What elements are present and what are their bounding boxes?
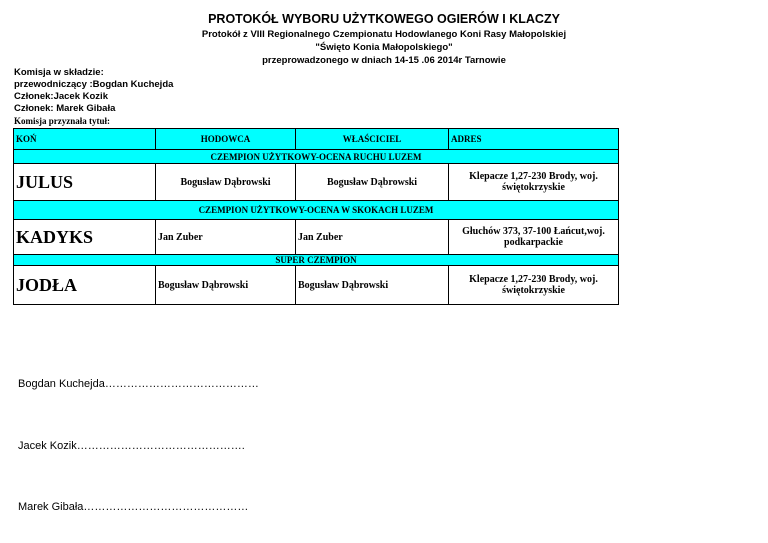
results-table xyxy=(13,128,619,305)
section-title: CZEMPION UŻYTKOWY-OCENA RUCHU LUZEM xyxy=(14,150,619,164)
table-header-row xyxy=(14,129,619,150)
address-cell: Głuchów 373, 37-100 Łańcut,woj. podkarpackie xyxy=(449,220,619,255)
horse-name: JODŁA xyxy=(14,266,156,305)
column-header-horse: KOŃ xyxy=(14,129,156,150)
column-header-breeder: HODOWCA xyxy=(156,129,296,150)
breeder-cell: Bogusław Dąbrowski xyxy=(156,266,296,305)
table-row xyxy=(14,220,619,255)
owner-cell: Jan Zuber xyxy=(296,220,449,255)
committee-heading: Komisja w składzie: xyxy=(14,67,104,78)
committee-member-2: Członek: Marek Gibała xyxy=(14,103,116,114)
table-row xyxy=(14,266,619,305)
section-header-row xyxy=(14,201,619,220)
committee-member-1: Członek:Jacek Kozik xyxy=(14,91,108,102)
section-title: CZEMPION UŻYTKOWY-OCENA W SKOKACH LUZEM xyxy=(14,201,619,220)
column-header-owner: WŁAŚCICIEL xyxy=(296,129,449,150)
section-header-row xyxy=(14,255,619,266)
breeder-cell: Bogusław Dąbrowski xyxy=(156,164,296,201)
owner-cell: Bogusław Dąbrowski xyxy=(296,266,449,305)
horse-name: KADYKS xyxy=(14,220,156,255)
section-header-row xyxy=(14,150,619,164)
subtitle-line-2: "Święto Konia Małopolskiego" xyxy=(315,42,453,53)
address-cell: Klepacze 1,27-230 Brody, woj. świętokrzyskie xyxy=(449,266,619,305)
table-row xyxy=(14,164,619,201)
signature-line-3: Marek Gibała……………………………………… xyxy=(18,501,249,513)
column-header-address: ADRES xyxy=(449,129,619,150)
subtitle-line-1: Protokół z VIII Regionalnego Czempionatu Hodowlanego Koni Rasy Małopolskiej xyxy=(201,29,567,40)
document-title: PROTOKÓŁ WYBORU UŻYTKOWEGO OGIERÓW I KLACZY xyxy=(208,12,560,26)
horse-name: JULUS xyxy=(14,164,156,201)
committee-chair: przewodniczący :Bogdan Kuchejda xyxy=(14,79,174,90)
awarded-title-label: Komisja przyznała tytuł: xyxy=(14,116,110,126)
owner-cell: Bogusław Dąbrowski xyxy=(296,164,449,201)
section-title: SUPER CZEMPION xyxy=(14,255,619,266)
subtitle-line-3: przeprowadzonego w dniach 14-15 .06 2014r Tarnowie xyxy=(262,55,506,66)
address-cell: Klepacze 1,27-230 Brody, woj. świętokrzyskie xyxy=(449,164,619,201)
signature-line-1: Bogdan Kuchejda…………………………………… xyxy=(18,378,259,390)
signature-line-2: Jacek Kozik………………………………………. xyxy=(18,440,245,452)
breeder-cell: Jan Zuber xyxy=(156,220,296,255)
